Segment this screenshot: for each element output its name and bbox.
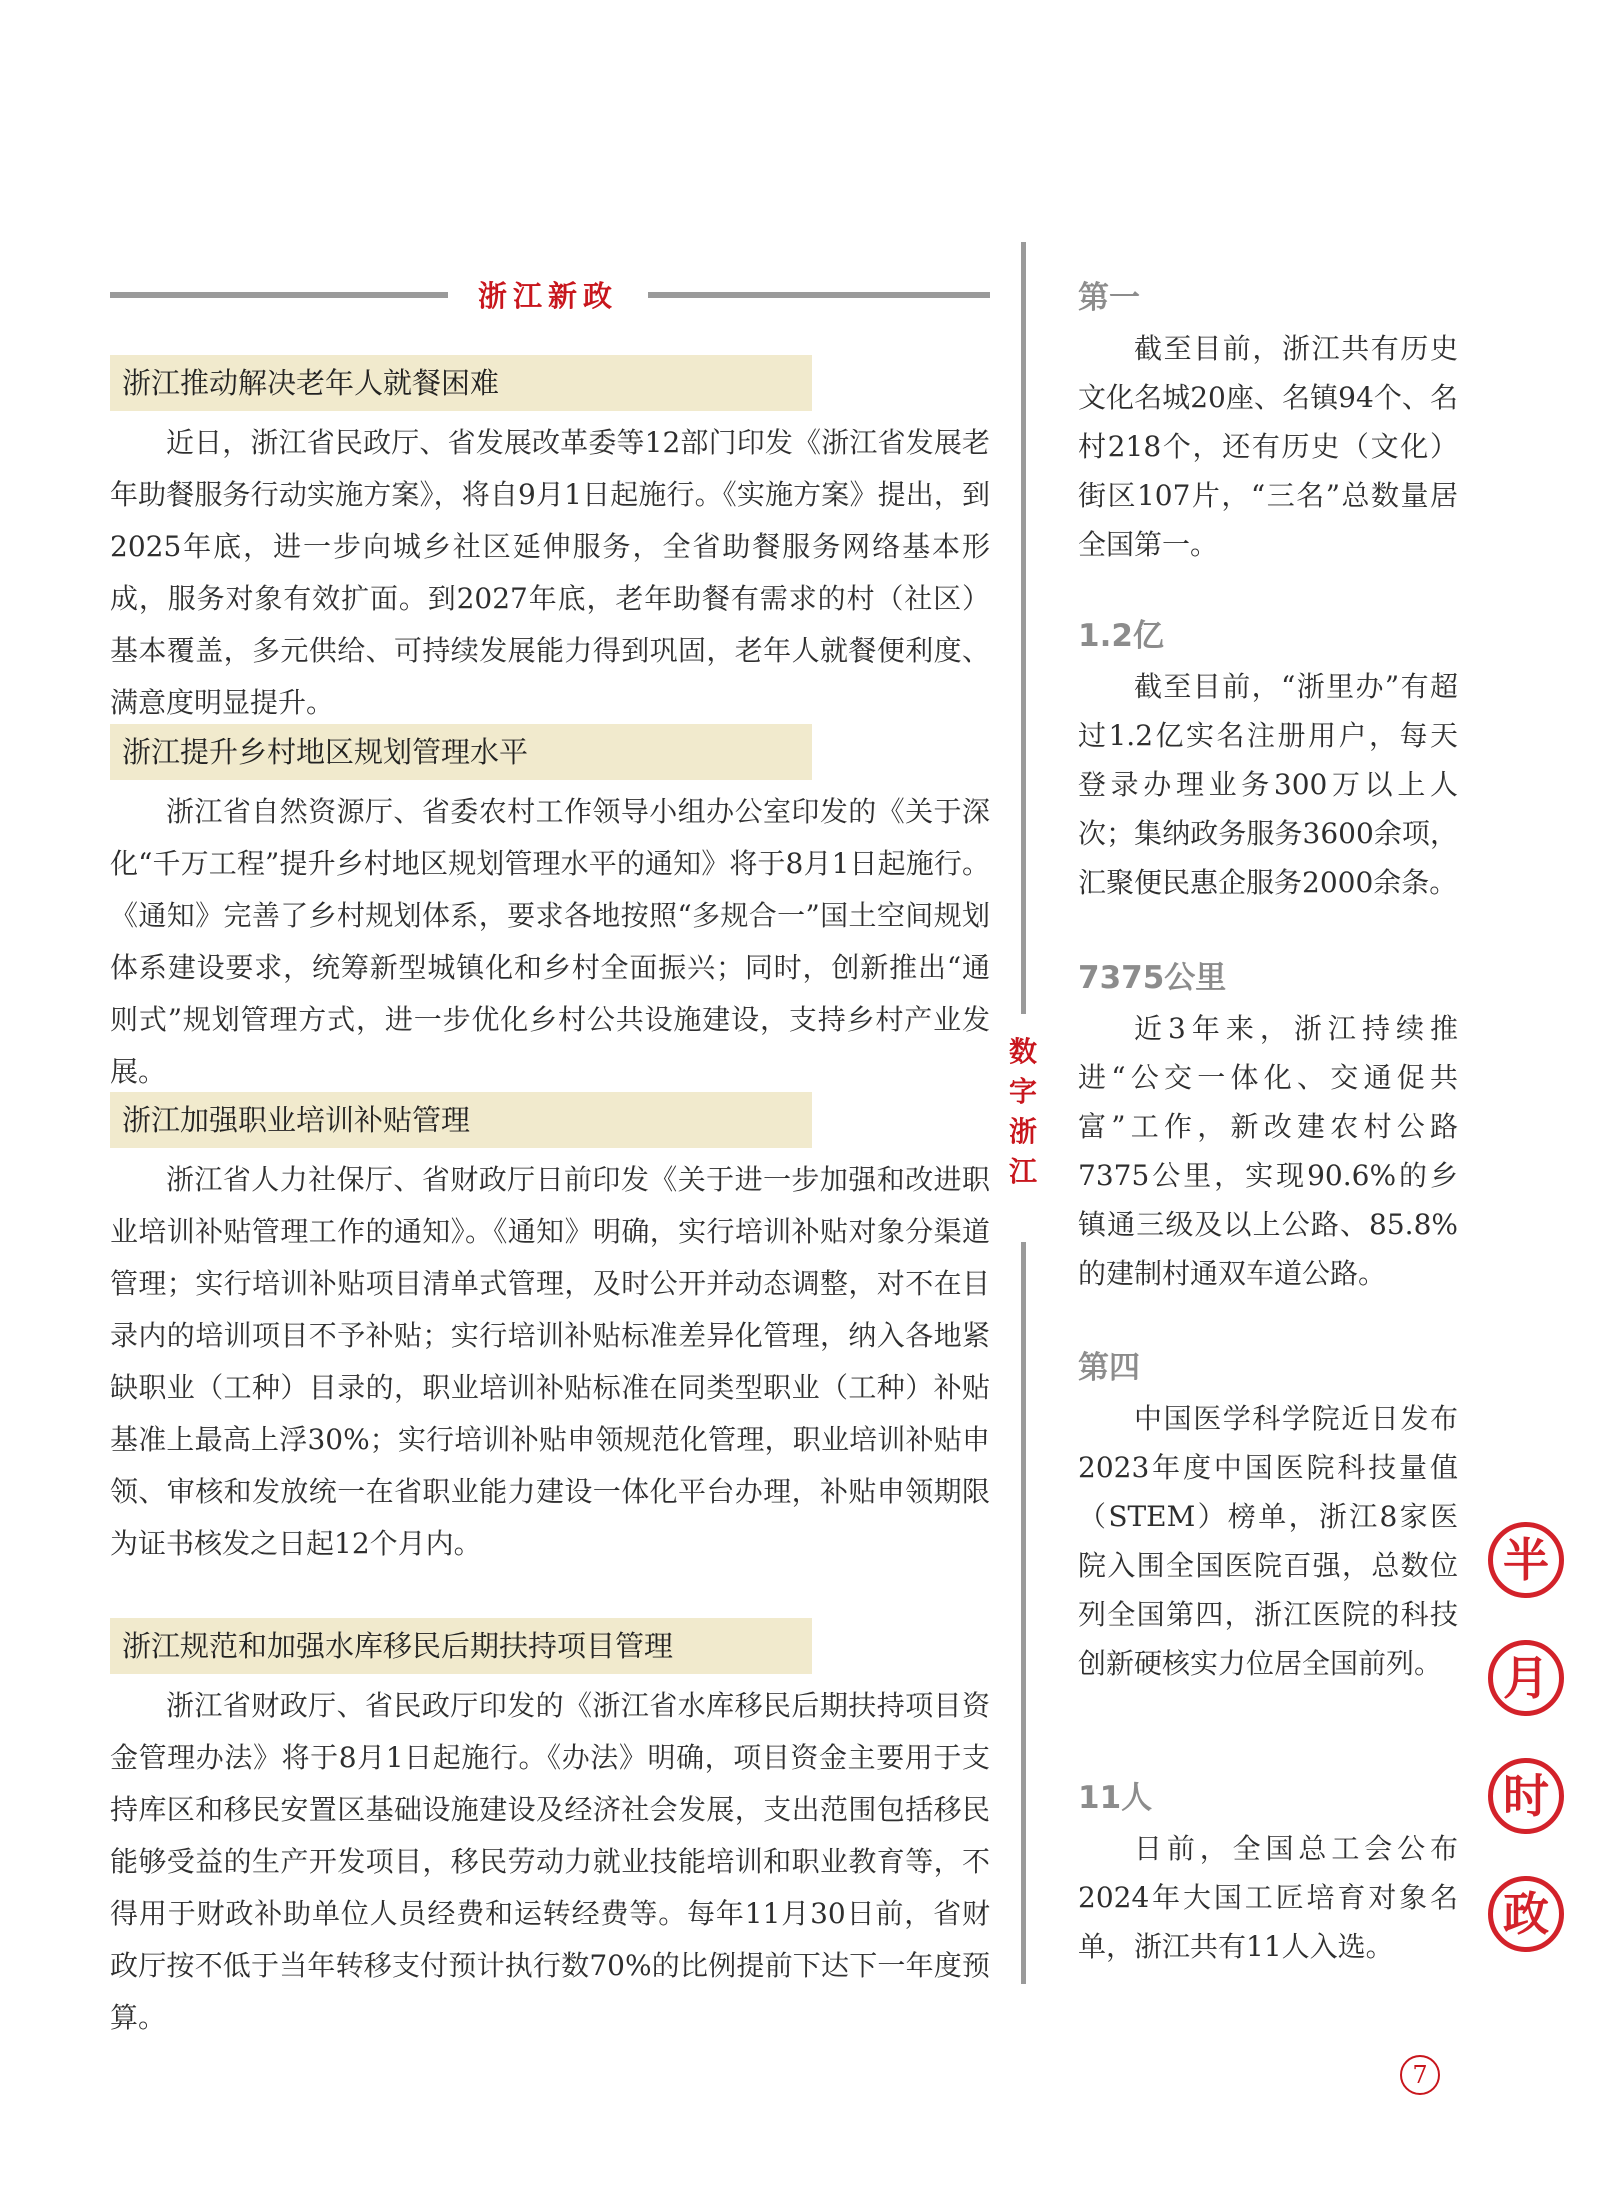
digital-label-char: 浙 xyxy=(1008,1115,1037,1148)
article-reservoir-migrants xyxy=(110,1618,990,2044)
article-body: 浙江省财政厅、省民政厅印发的《浙江省水库移民后期扶持项目资金管理办法》将于8月1日起施行。《办法》明确，项目资金主要用于支持库区和移民安置区基础设施建设及经济社会发展，支出范围包括移民能够受益的生产开发项目，移民劳动力就业技能培训和职业教育等，不得用于财政补助单位人员经费和运转经费等。每年11月30日前，省财政厅按不低于当年转移支付预计执行数70%的比例提前下达下一年度预算。 xyxy=(110,1689,990,2034)
article-title: 浙江提升乡村地区规划管理水平 xyxy=(110,724,812,780)
fact-7375-km xyxy=(1078,956,1458,1298)
article-body: 浙江省自然资源厅、省委农村工作领导小组办公室印发的《关于深化“千万工程”提升乡村地区规划管理水平的通知》将于8月1日起施行。《通知》完善了乡村规划体系，要求各地按照“多规合一”国土空间规划体系建设要求，统筹新型城镇化和乡村全面振兴；同时，创新推出“通则式”规划管理方式，进一步优化乡村公共设施建设，支持乡村产业发展。 xyxy=(110,795,990,1088)
fact-heading: 7375公里 xyxy=(1078,960,1227,996)
article-rural-planning xyxy=(110,724,990,1098)
column-divider-bottom xyxy=(1021,1242,1026,1984)
column-seal-char xyxy=(1488,1758,1564,1834)
article-title: 浙江加强职业培训补贴管理 xyxy=(110,1092,812,1148)
seal-char-text: 时 xyxy=(1503,1769,1549,1823)
digital-label-char: 数 xyxy=(1008,1035,1037,1068)
fact-body: 中国医学科学院近日发布2023年度中国医院科技量值（STEM）榜单，浙江8家医院入围全国医院百强，总数位列全国第四，浙江医院的科技创新硬核实力位居全国前列。 xyxy=(1078,1402,1458,1680)
article-training-subsidy xyxy=(110,1092,990,1570)
column-divider-top xyxy=(1021,242,1026,1014)
digital-label-char: 江 xyxy=(1008,1155,1037,1188)
article-title: 浙江推动解决老年人就餐困难 xyxy=(110,355,812,411)
page-number: 7 xyxy=(1400,2055,1440,2095)
column-seal-char xyxy=(1488,1640,1564,1716)
fact-body: 截至目前，浙江共有历史文化名城20座、名镇94个、名村218个，还有历史（文化）街区107片，“三名”总数量居全国第一。 xyxy=(1078,332,1458,561)
fact-first xyxy=(1078,276,1458,569)
fact-heading: 第四 xyxy=(1078,1350,1140,1386)
column-seal-char xyxy=(1488,1522,1564,1598)
fact-1-2-billion xyxy=(1078,614,1458,907)
fact-fourth xyxy=(1078,1346,1458,1688)
fact-heading: 11人 xyxy=(1078,1780,1153,1816)
seal-char-text: 半 xyxy=(1503,1533,1549,1587)
article-title: 浙江规范和加强水库移民后期扶持项目管理 xyxy=(110,1618,812,1674)
article-body: 近日，浙江省民政厅、省发展改革委等12部门印发《浙江省发展老年助餐服务行动实施方案》，将自9月1日起施行。《实施方案》提出，到2025年底，进一步向城乡社区延伸服务，全省助餐服务网络基本形成，服务对象有效扩面。到2027年底，老年助餐有需求的村（社区）基本覆盖，多元供给、可持续发展能力得到巩固，老年人就餐便利度、满意度明显提升。 xyxy=(110,426,990,719)
article-senior-dining xyxy=(110,355,990,729)
article-body: 浙江省人力社保厅、省财政厅日前印发《关于进一步加强和改进职业培训补贴管理工作的通知》。《通知》明确，实行培训补贴对象分渠道管理；实行培训补贴项目清单式管理，及时公开并动态调整，对不在目录内的培训项目不予补贴；实行培训补贴标准差异化管理，纳入各地紧缺职业（工种）目录的，职业培训补贴标准在同类型职业（工种）补贴基准上最高上浮30%；实行培训补贴申领规范化管理，职业培训补贴申领、审核和发放统一在省职业能力建设一体化平台办理，补贴申领期限为证书核发之日起12个月内。 xyxy=(110,1163,990,1560)
seal-char-text: 月 xyxy=(1503,1651,1549,1705)
section-header xyxy=(110,268,990,326)
fact-body: 截至目前，“浙里办”有超过1.2亿实名注册用户，每天登录办理业务300万以上人次；集纳政务服务3600余项，汇聚便民惠企服务2000余条。 xyxy=(1078,670,1458,899)
section-title: 浙江新政 xyxy=(448,268,648,324)
fact-body: 日前，全国总工会公布2024年大国工匠培育对象名单，浙江共有11人入选。 xyxy=(1078,1832,1458,1963)
fact-heading: 1.2亿 xyxy=(1078,618,1164,654)
fact-11-people xyxy=(1078,1776,1458,1971)
fact-body: 近3年来，浙江持续推进“公交一体化、交通促共富”工作，新改建农村公路7375公里，实现90.6%的乡镇通三级及以上公路、85.8%的建制村通双车道公路。 xyxy=(1078,1012,1458,1290)
column-seal-char xyxy=(1488,1876,1564,1952)
digital-zhejiang-label xyxy=(1003,1032,1043,1192)
seal-char-text: 政 xyxy=(1503,1887,1549,1941)
digital-label-char: 字 xyxy=(1008,1075,1037,1108)
fact-heading: 第一 xyxy=(1078,280,1140,316)
